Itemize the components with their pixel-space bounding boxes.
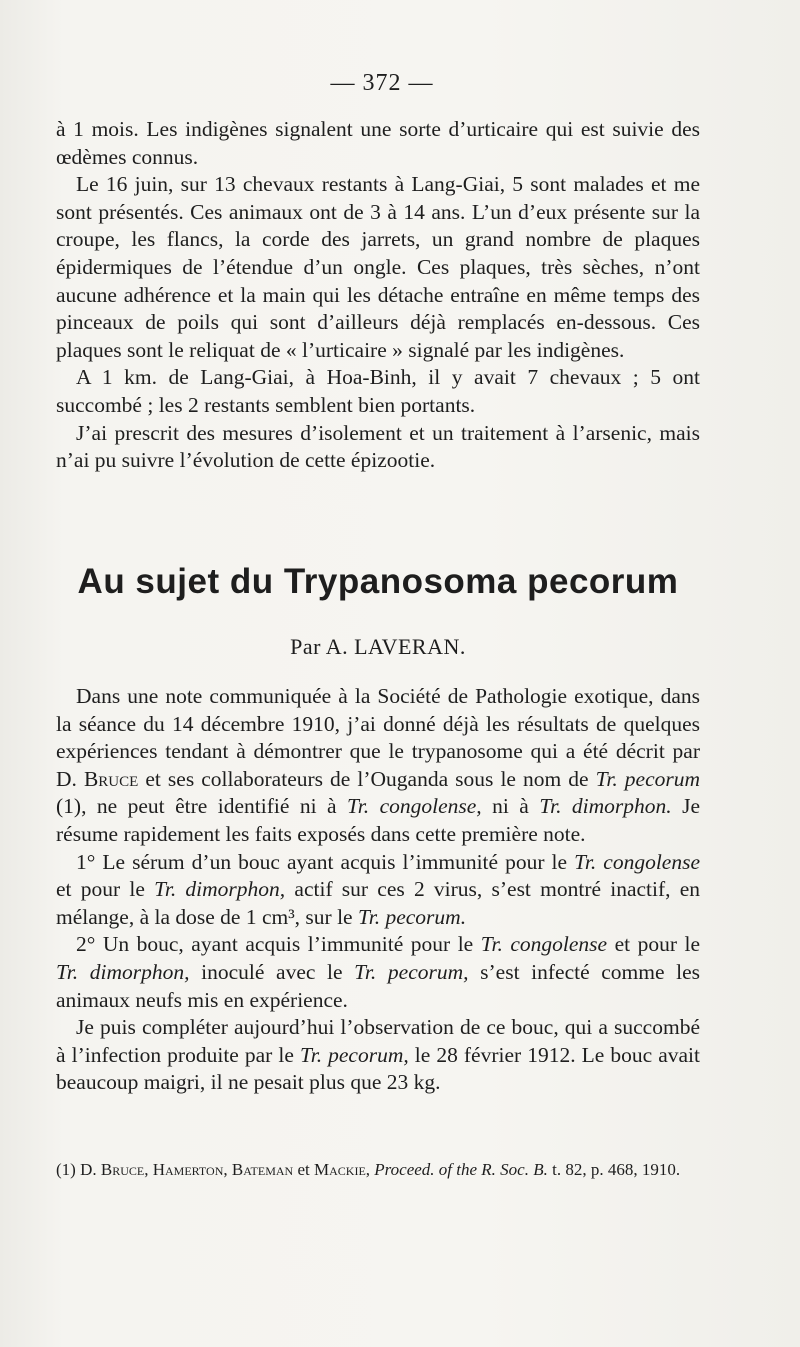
- text: inoculé avec le: [201, 959, 343, 984]
- species-name: Tr. dimorphon,: [154, 877, 286, 902]
- text: Je résume rapidement les faits exposés dans cette première note.: [56, 794, 701, 846]
- paragraph: J’ai prescrit des mesures d’isolement et un traitement à l’arsenic, mais n’ai pu suivre l’évolution de cette épizootie.: [56, 420, 700, 473]
- article-title: Au sujet du Trypanosoma pecorum: [77, 562, 679, 601]
- page-number: — 372 —: [330, 70, 434, 96]
- text: s’est infecté comme les animaux neufs mis en expérience.: [56, 959, 701, 1012]
- species-name: Tr. pecorum,: [354, 959, 469, 984]
- article-byline: Par A. LAVERAN.: [290, 634, 466, 659]
- text: et pour le: [56, 877, 145, 902]
- text: (1), ne peut être identifié ni à: [56, 794, 337, 819]
- footnote-author: Mackie,: [314, 1160, 371, 1179]
- paragraph: A 1 km. de Lang-Giai, à Hoa-Binh, il y avait 7 chevaux ; 5 ont succombé ; les 2 restants semblent bien portants.: [56, 365, 700, 417]
- article-body: [56, 683, 700, 1097]
- species-name: Tr. pecorum.: [357, 904, 467, 929]
- species-name: Tr. pecorum: [595, 766, 701, 791]
- footnote-reference: t. 82, p. 468, 1910.: [552, 1160, 681, 1179]
- text: 2° Un bouc, ayant acquis l’immunité pour le: [76, 932, 474, 957]
- species-name: Tr. congolense,: [347, 794, 482, 819]
- species-name: Tr. pecorum,: [299, 1042, 409, 1067]
- paragraph: [56, 931, 700, 1014]
- footnote: [56, 1160, 700, 1180]
- species-name: Tr. dimorphon,: [56, 959, 190, 984]
- footnote-authors: Bruce, Hamerton, Bateman: [100, 1160, 294, 1179]
- text: ni à: [492, 794, 529, 819]
- text: Je puis compléter aujourd’hui l’observation de ce bouc, qui a succombé à l’infection produite par le: [56, 1015, 700, 1067]
- text: Dans une note communiquée à la Société de Pathologie exotique, dans la séance du 14 décembre 1910, j’ai donné déjà les résultats de quelques expériences tendant à démontrer que le trypanosome qui a été décrit par D.: [56, 684, 700, 791]
- text: actif sur ces 2 virus, s’est montré inactif, en mélange, à la dose de 1 cm³, sur le: [56, 877, 701, 929]
- paragraph: [56, 849, 700, 932]
- text: 1° Le sérum d’un bouc ayant acquis l’immunité pour le: [76, 849, 568, 874]
- paragraph: à 1 mois. Les indigènes signalent une sorte d’urticaire qui est suivie des œdèmes connus.: [56, 117, 700, 169]
- species-name: Tr. dimorphon.: [539, 794, 672, 819]
- paragraph: [56, 683, 700, 849]
- footnote-marker: (1) D.: [56, 1160, 97, 1179]
- text: le 28 février 1912. Le bouc avait beaucoup maigri, il ne pesait plus que 23 kg.: [56, 1042, 700, 1095]
- species-name: Tr. congolense: [574, 849, 700, 874]
- paragraph: [56, 1014, 700, 1097]
- text: et pour le: [614, 932, 700, 957]
- section-continued-text: [56, 116, 700, 475]
- footnote-text: et: [297, 1160, 310, 1179]
- footnote-journal: Proceed. of the R. Soc. B.: [374, 1160, 548, 1179]
- species-name: Tr. congolense: [480, 932, 608, 957]
- author-name: Bruce: [83, 766, 139, 791]
- text: et ses collaborateurs de l’Ouganda sous le nom de: [145, 766, 589, 791]
- paragraph: Le 16 juin, sur 13 chevaux restants à Lang-Giai, 5 sont malades et me sont présentés. Ces animaux ont de 3 à 14 ans. L’un d’eux présente sur la croupe, les flancs, la corde des jarrets, un grand nombre de plaques épidermiques de l’étendue d’un ongle. Ces plaques, très sèches, n’ont aucune adhérence et la main qui les détache entraîne en même temps des pinceaux de poils qui sont d’ailleurs déjà remplacés en-dessous. Ces plaques sont le reliquat de « l’urticaire » signalé par les indigènes.: [56, 172, 700, 362]
